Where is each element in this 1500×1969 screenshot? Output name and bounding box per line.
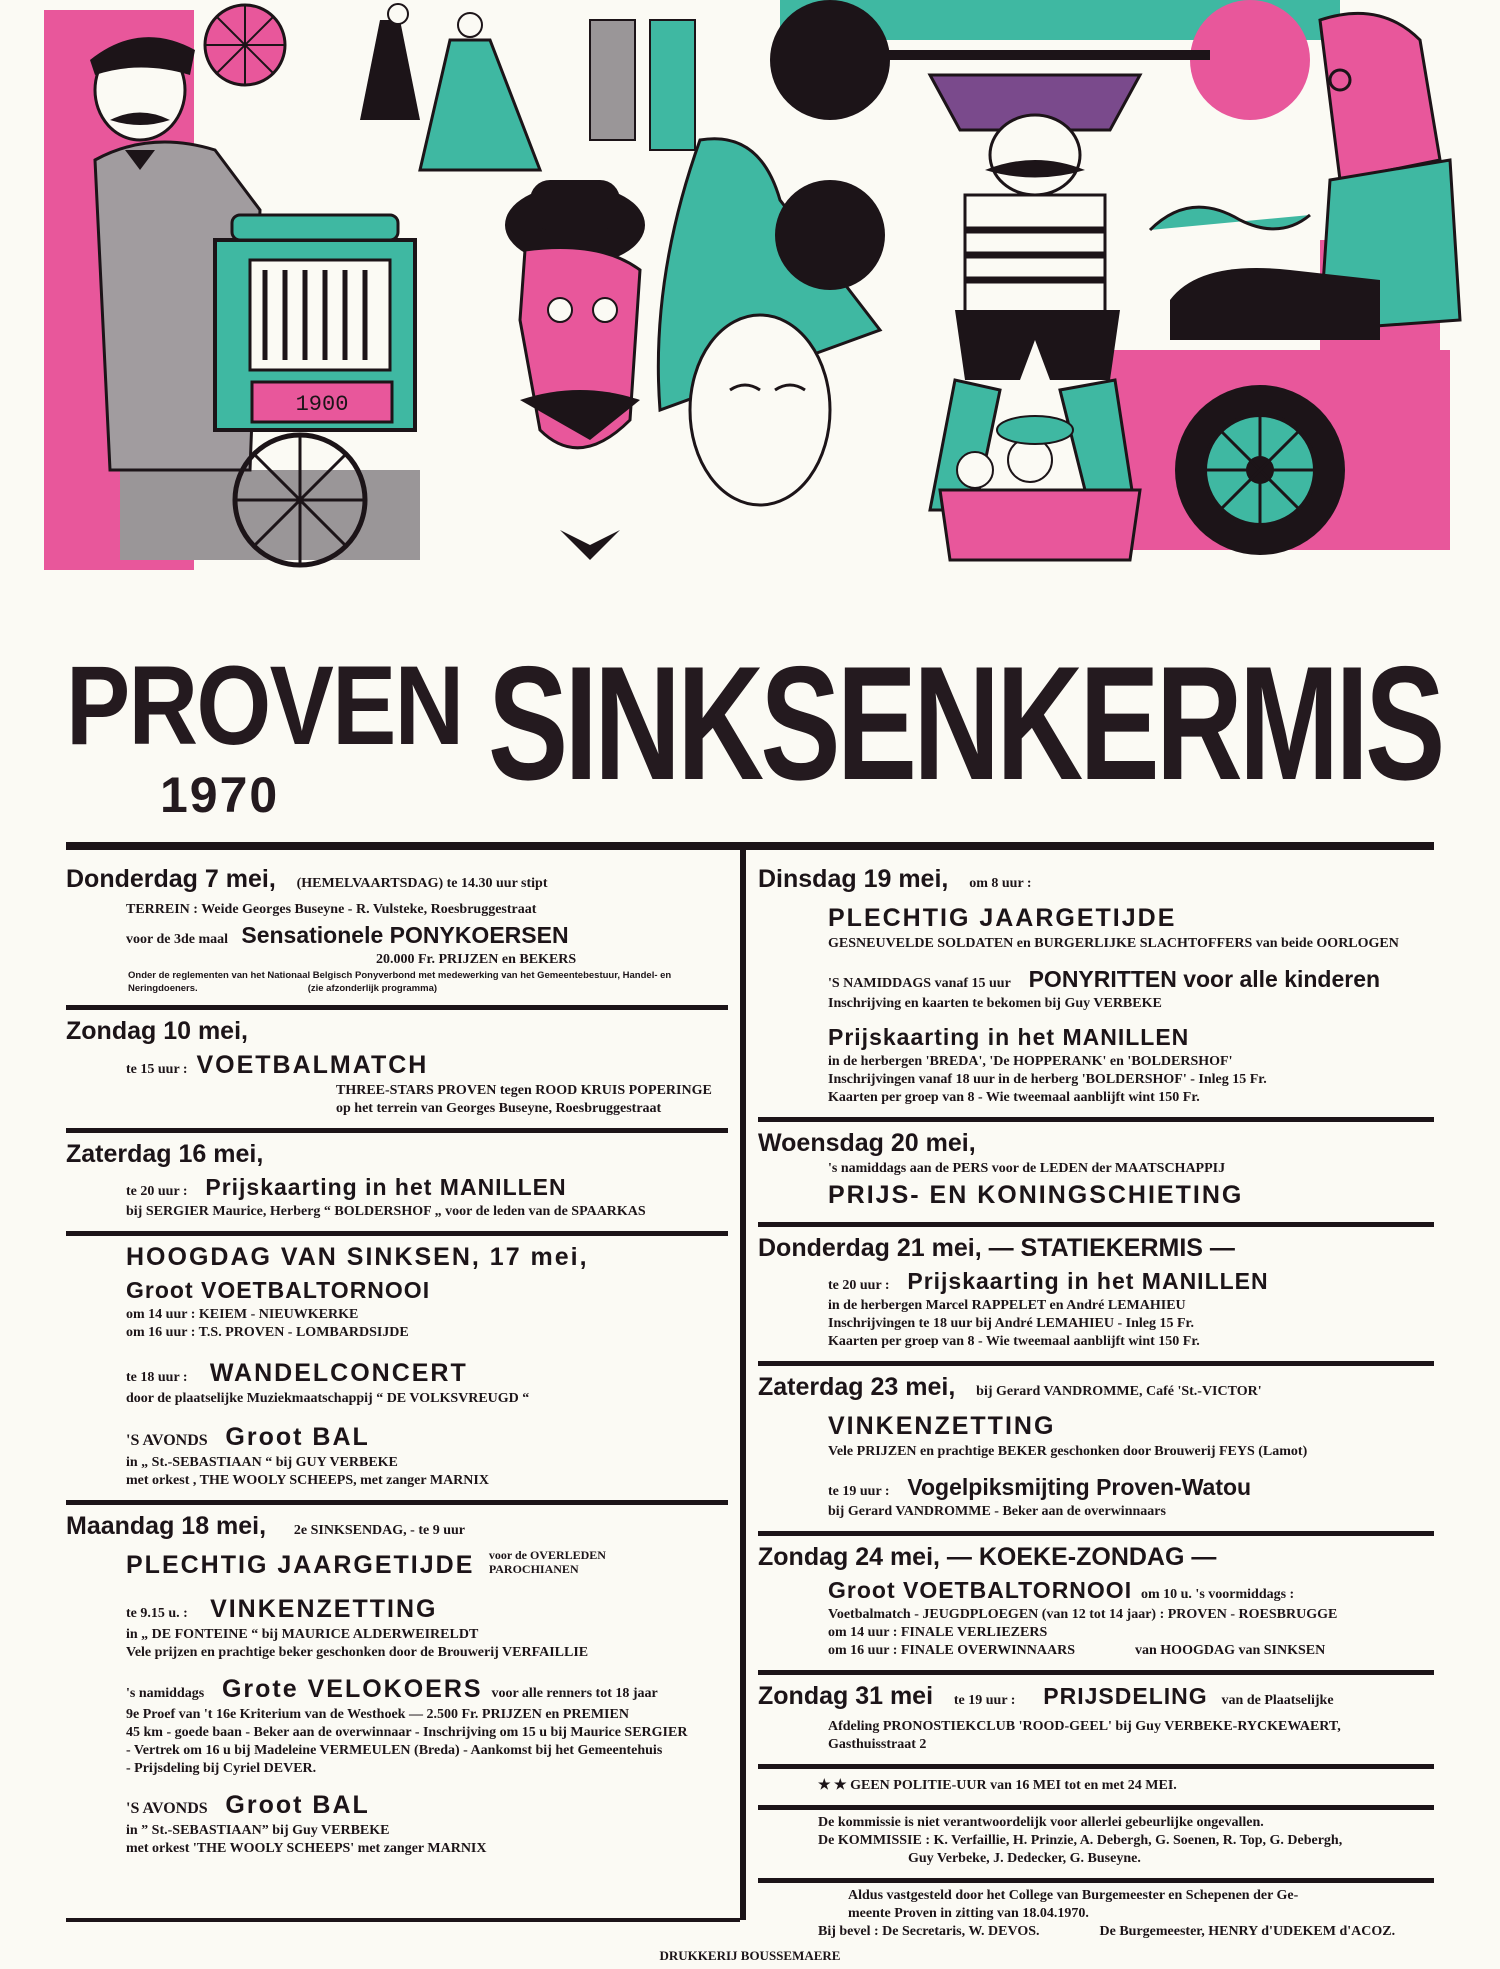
time: te 19 uur :	[953, 1693, 1016, 1708]
time: te 20 uur :	[126, 1184, 188, 1199]
velo-line-3: - Vertrek om 16 u bij Madeleine VERMEULEN (Breda) - Aankomst bij het Gemeentehuis	[126, 1743, 663, 1758]
velo-headline: Grote VELOKOERS	[221, 1675, 483, 1703]
day-note: van de Plaatselijke	[1221, 1693, 1334, 1708]
day-heading: Dinsdag 19 mei,	[758, 865, 949, 893]
vogel-place: bij Gerard VANDROMME - Beker aan de overwinnaars	[828, 1504, 1166, 1519]
day-heading: Donderdag 21 mei, — STATIEKERMIS —	[758, 1234, 1235, 1262]
day-note: om 8 uur :	[969, 876, 1032, 891]
bal-place: in „ St.-SEBASTIAAN “ bij GUY VERBEKE	[126, 1455, 398, 1470]
place-line: op het terrein van Georges Buseyne, Roesbruggestraat	[336, 1101, 662, 1116]
tornooi-headline: Groot VOETBALTORNOOI	[828, 1577, 1133, 1603]
bowler-hat-man	[505, 180, 645, 560]
day-note: 2e SINKSENDAG, - te 9 uur	[293, 1523, 465, 1538]
teams-line: THREE-STARS PROVEN tegen ROOD KRUIS POPERINGE	[336, 1083, 712, 1098]
disclaimer: De kommissie is niet verantwoordelijk voor allerlei gebeurlijke ongevallen.	[818, 1815, 1264, 1830]
ceremony-headline: PLECHTIG JAARGETIJDE	[126, 1551, 475, 1579]
line-2: Gasthuisstraat 2	[828, 1737, 927, 1752]
event-16-mei	[66, 1128, 728, 1231]
day-heading: Zaterdag 23 mei,	[758, 1373, 956, 1401]
day-heading: Donderdag 7 mei,	[66, 865, 276, 893]
concert-by: door de plaatselijke Muziekmaatschappij “ DE VOLKSVREUGD “	[126, 1391, 530, 1406]
line-2: Inschrijvingen te 18 uur bij André LEMAHIEU - Inleg 15 Fr.	[828, 1316, 1194, 1331]
afternoon: 'S NAMIDDAGS vanaf 15 uur	[828, 976, 1011, 991]
ceremony-for-2: PAROCHIANEN	[488, 1562, 579, 1576]
cards-line-3: Kaarten per groep van 8 - Wie tweemaal aanblijft wint 150 Fr.	[828, 1090, 1200, 1105]
velo-line-1: 9e Proef van 't 16e Kriterium van de Westhoek — 2.500 Fr. PRIJZEN en PREMIEN	[126, 1707, 629, 1722]
cards-headline: Prijskaarting in het MANILLEN	[828, 1024, 1190, 1050]
event-title: SINKSENKERMIS	[488, 633, 1442, 814]
headline: PRIJSDELING	[1043, 1683, 1208, 1709]
headline: VINKENZETTING	[828, 1412, 1056, 1440]
no-curfew-text: ★ ★ GEEN POLITIE-UUR van 16 MEI tot en met 24 MEI.	[818, 1778, 1177, 1793]
vogel-headline: Vogelpiksmijting Proven-Watou	[907, 1474, 1252, 1500]
official-line-1: Aldus vastgesteld door het College van Burgemeester en Schepenen der Ge-	[848, 1888, 1299, 1903]
evening: 'S AVONDS	[126, 1432, 208, 1449]
day-note: (HEMELVAARTSDAG) te 14.30 uur stipt	[296, 876, 548, 891]
event-19-mei	[758, 858, 1434, 1117]
event-20-mei	[758, 1117, 1434, 1222]
velo-line-2: 45 km - goede baan - Beker aan de overwinnaar - Inschrijving om 15 u bij Maurice SERGIER	[126, 1725, 688, 1740]
headline: Sensationele PONYKOERSEN	[241, 922, 569, 948]
official-notice	[758, 1878, 1434, 1951]
event-21-mei	[758, 1222, 1434, 1361]
fairground-illustration	[0, 0, 1500, 600]
day-note: bij Gerard VANDROMME, Café 'St.-VICTOR'	[976, 1384, 1262, 1399]
headline: PRIJS- EN KONINGSCHIETING	[828, 1181, 1244, 1209]
day-heading: Zondag 24 mei, — KOEKE-ZONDAG —	[758, 1543, 1217, 1571]
terrain-line: TERREIN : Weide Georges Buseyne - R. Vulsteke, Roesbruggestraat	[126, 902, 537, 917]
prizes-line: 20.000 Fr. PRIJZEN en BEKERS	[376, 952, 577, 967]
line-3b: van HOOGDAG van SINKSEN	[1135, 1643, 1326, 1658]
event-10-mei	[66, 1005, 728, 1128]
time: te 20 uur :	[828, 1278, 890, 1293]
organ-year: 1900	[295, 392, 349, 417]
time: te 19 uur :	[828, 1484, 890, 1499]
no-curfew-notice	[758, 1764, 1434, 1805]
headline: Prijskaarting in het MANILLEN	[205, 1174, 567, 1200]
official-line-2: meente Proven in zitting van 18.04.1970.	[848, 1906, 1089, 1921]
cards-line-2: Inschrijvingen vanaf 18 uur in de herberg 'BOLDERSHOF' - Inleg 15 Fr.	[828, 1072, 1267, 1087]
event-17-mei	[66, 1231, 728, 1500]
day-heading: Zondag 31 mei	[758, 1682, 934, 1710]
committee-line-2: Guy Verbeke, J. Dedecker, G. Buseyne.	[908, 1851, 1141, 1866]
pony-headline: PONYRITTEN voor alle kinderen	[1028, 966, 1381, 992]
time: te 15 uur :	[126, 1062, 188, 1077]
town-title: PROVEN	[66, 643, 463, 768]
concert-headline: WANDELCONCERT	[209, 1359, 468, 1387]
headline: Prijskaarting in het MANILLEN	[907, 1268, 1269, 1294]
event-7-mei	[66, 858, 728, 1005]
event-18-mei	[66, 1500, 728, 1868]
left-column	[66, 858, 728, 1868]
day-heading: Zaterdag 16 mei,	[66, 1140, 264, 1168]
column-divider	[740, 850, 746, 1920]
rules-line-1: Onder de reglementen van het Nationaal Belgisch Ponyverbond met medewerking van het Gemeentebestuur, Handel- en	[128, 970, 672, 981]
line-3: om 16 uur : FINALE OVERWINNAARS	[828, 1643, 1075, 1658]
velo-line-4: - Prijsdeling bij Cyriel DEVER.	[126, 1761, 317, 1776]
velo-note: voor alle renners tot 18 jaar	[491, 1686, 658, 1701]
ceremony-headline: PLECHTIG JAARGETIJDE	[828, 904, 1177, 932]
day-heading: Woensdag 20 mei,	[758, 1129, 976, 1157]
prizes-line: Vele PRIJZEN en prachtige BEKER geschonken door Brouwerij FEYS (Lamot)	[828, 1444, 1308, 1459]
prefix: voor de 3de maal	[126, 932, 229, 947]
year-title: 1970	[160, 767, 280, 823]
vinken-place: in „ DE FONTEINE “ bij MAURICE ALDERWEIRELDT	[126, 1627, 479, 1642]
tornooi-heading: Groot VOETBALTORNOOI	[126, 1277, 431, 1303]
line-1: Afdeling PRONOSTIEKCLUB 'ROOD-GEEL' bij Guy VERBEKE-RYCKEWAERT,	[828, 1719, 1341, 1734]
line-1: Voetbalmatch - JEUGDPLOEGEN (van 12 tot 14 jaar) : PROVEN - ROESBRUGGE	[828, 1607, 1338, 1622]
tornooi-note: om 10 u. 's voormiddags :	[1140, 1587, 1295, 1602]
match-2: om 16 uur : T.S. PROVEN - LOMBARDSIJDE	[126, 1325, 409, 1340]
line-3: Kaarten per groep van 8 - Wie tweemaal aanblijft wint 150 Fr.	[828, 1334, 1200, 1349]
line-2: om 14 uur : FINALE VERLIEZERS	[828, 1625, 1048, 1640]
lady-with-hat	[658, 139, 885, 505]
line-1: in de herbergen Marcel RAPPELET en André LEMAHIEU	[828, 1298, 1186, 1313]
ceremony-for: GESNEUVELDE SOLDATEN en BURGERLIJKE SLACHTOFFERS van beide OORLOGEN	[828, 936, 1399, 951]
event-24-mei	[758, 1531, 1434, 1670]
place-line: bij SERGIER Maurice, Herberg “ BOLDERSHOF „ voor de leden van de SPAARKAS	[126, 1204, 646, 1219]
bal-band: met orkest , THE WOOLY SCHEEPS, met zanger MARNIX	[126, 1473, 489, 1488]
evening: 'S AVONDS	[126, 1800, 208, 1817]
left-bottom-rule	[66, 1918, 740, 1922]
printer-credit: DRUKKERIJ BOUSSEMAERE	[659, 1948, 841, 1963]
committee-line-1: De KOMMISSIE : K. Verfaillie, H. Prinzie, A. Debergh, G. Soenen, R. Top, G. Debergh,	[818, 1833, 1343, 1848]
bal-headline: Groot BAL	[225, 1791, 370, 1819]
vinken-prizes: Vele prijzen en prachtige beker geschonken door de Brouwerij VERFAILLIE	[126, 1645, 589, 1660]
right-column	[758, 858, 1434, 1951]
bal-band: met orkest 'THE WOOLY SCHEEPS' met zanger MARNIX	[126, 1841, 487, 1856]
day-heading: Maandag 18 mei,	[66, 1512, 267, 1540]
afternoon: 's namiddags	[126, 1686, 205, 1701]
pony-registration: Inschrijving en kaarten te bekomen bij Guy VERBEKE	[828, 996, 1162, 1011]
rules-line-2: Neringdoeners.	[128, 983, 198, 994]
day-note: 's namiddags aan de PERS voor de LEDEN der MAATSCHAPPIJ	[828, 1161, 1226, 1176]
event-23-mei	[758, 1361, 1434, 1531]
top-rule	[66, 842, 1434, 850]
match-1: om 14 uur : KEIEM - NIEUWKERKE	[126, 1307, 359, 1322]
vinken-headline: VINKENZETTING	[210, 1595, 438, 1623]
ceremony-for-1: voor de OVERLEDEN	[488, 1548, 606, 1562]
bal-place: in ” St.-SEBASTIAAN” bij Guy VERBEKE	[126, 1823, 390, 1838]
time-2: te 18 uur :	[126, 1370, 188, 1385]
day-heading: HOOGDAG VAN SINKSEN, 17 mei,	[126, 1243, 589, 1271]
cards-line-1: in de herbergen 'BREDA', 'De HOPPERANK' en 'BOLDERSHOF'	[828, 1054, 1233, 1069]
secretary-line: Bij bevel : De Secretaris, W. DEVOS.	[818, 1924, 1040, 1939]
rules-line-3: (zie afzonderlijk programma)	[307, 983, 438, 994]
mayor-line: De Burgemeester, HENRY d'UDEKEM d'ACOZ.	[1099, 1924, 1396, 1939]
headline: VOETBALMATCH	[196, 1051, 429, 1079]
time-2: te 9.15 u. :	[126, 1606, 188, 1621]
committee-notice	[758, 1805, 1434, 1878]
event-31-mei	[758, 1670, 1434, 1764]
bal-headline: Groot BAL	[225, 1423, 370, 1451]
day-heading: Zondag 10 mei,	[66, 1017, 248, 1045]
